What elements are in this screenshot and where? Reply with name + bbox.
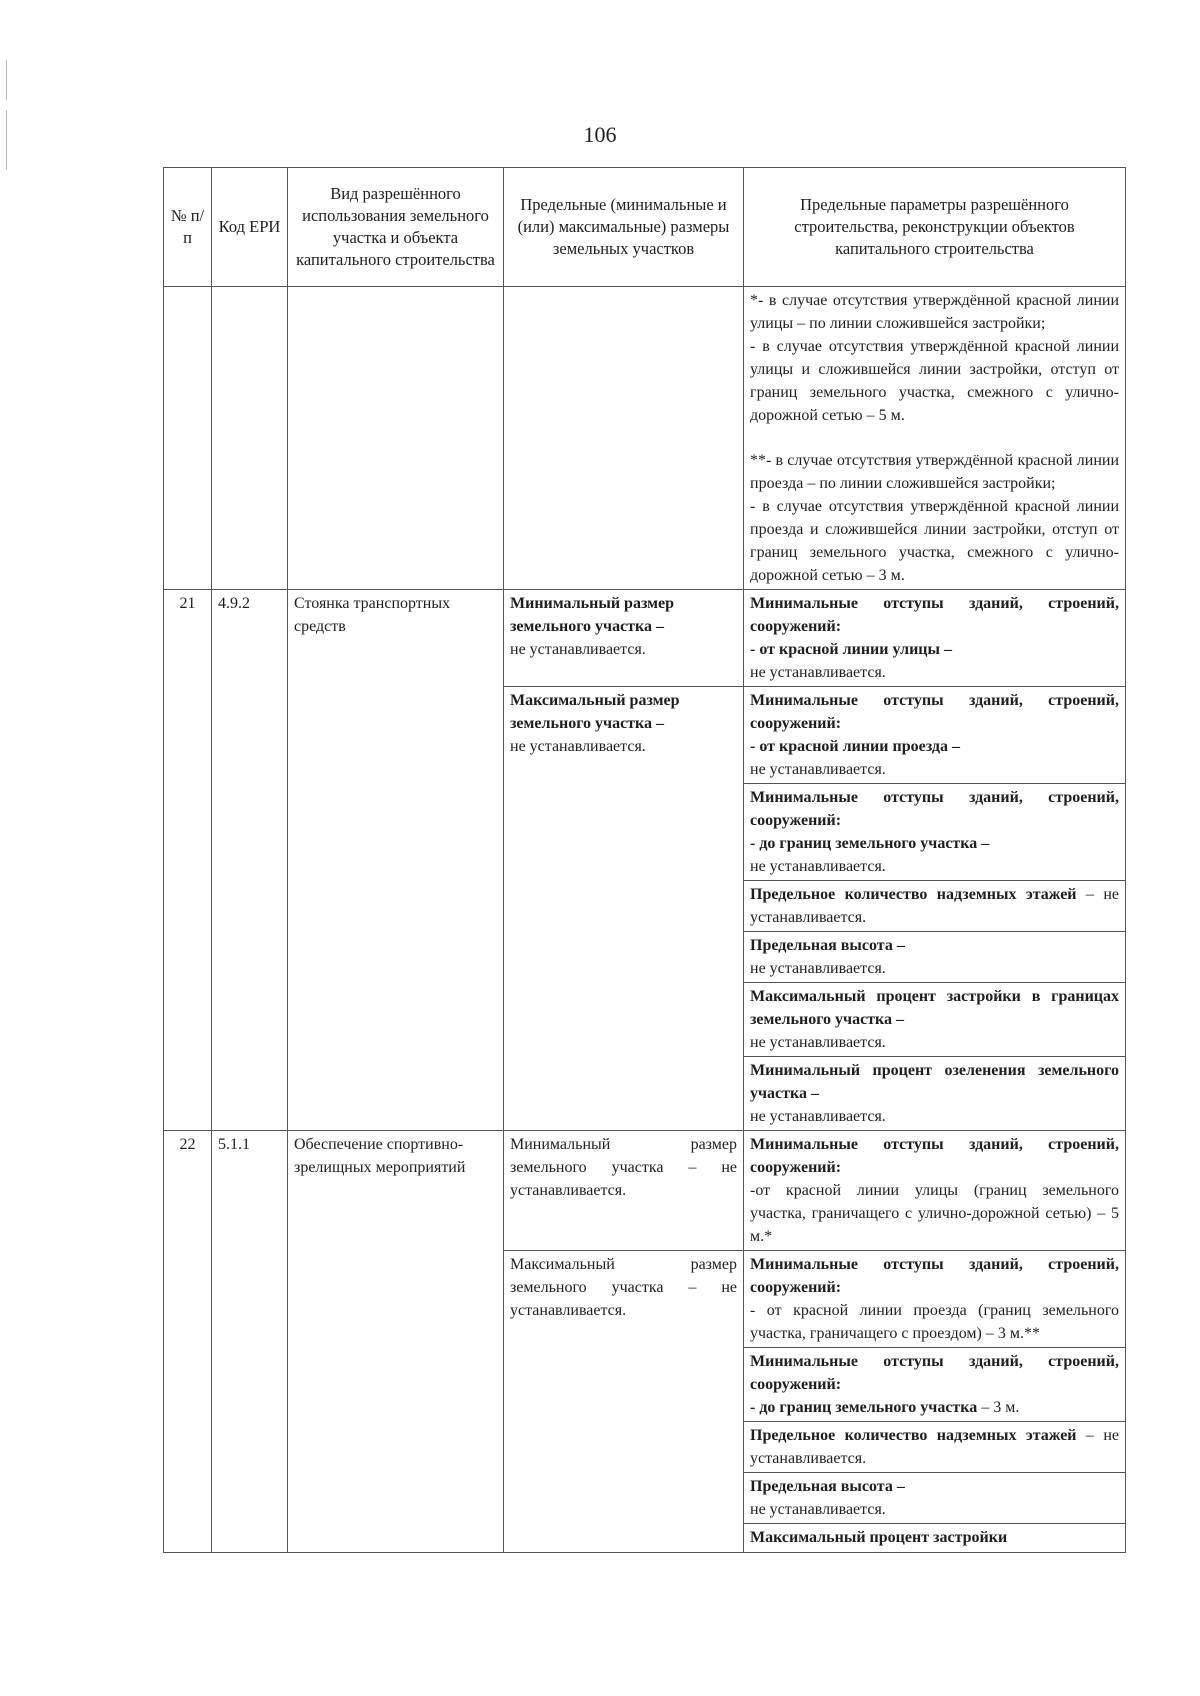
param-sub-label: - от красной линии улицы – bbox=[750, 641, 952, 658]
table-row bbox=[164, 287, 1126, 590]
param-label: Предельная высота – bbox=[750, 1478, 905, 1495]
param-value: -от красной линии улицы (границ земельного участка, граничащего с улично-дорожной сетью) – 5 м.* bbox=[750, 1182, 1119, 1245]
footnote-street-1: *- в случае отсутствия утверждённой красной линии улицы – по линии сложившейся застройки; bbox=[750, 292, 1119, 332]
param-cell bbox=[744, 1131, 1126, 1251]
min-size-label: Минимальный размер земельного участка – bbox=[510, 595, 675, 635]
row-code: 4.9.2 bbox=[212, 590, 288, 1131]
footnote-driveway-2: - в случае отсутствия утверждённой красной линии проезда и сложившейся линии застройки, отступ от границ земельного участка, смежного с улично-дорожной сетью – 3 м. bbox=[750, 498, 1119, 584]
header-number: № п/п bbox=[164, 168, 212, 287]
param-cell bbox=[744, 1251, 1126, 1348]
param-label: Предельная высота – bbox=[750, 937, 905, 954]
param-value: не устанавливается. bbox=[750, 1501, 886, 1518]
min-size-cell: Минимальный размер земельного участка – не устанавливается. bbox=[504, 1131, 744, 1251]
footnote-driveway-1: **- в случае отсутствия утверждённой красной линии проезда – по линии сложившейся застройки; bbox=[750, 452, 1119, 492]
cell-empty bbox=[164, 287, 212, 590]
param-value: не устанавливается. bbox=[750, 1034, 886, 1051]
table-row bbox=[164, 1131, 1126, 1251]
max-size-cell bbox=[504, 687, 744, 1131]
param-cell bbox=[744, 983, 1126, 1057]
row-use-type: Стоянка транспортных средств bbox=[288, 590, 504, 1131]
min-size-cell bbox=[504, 590, 744, 687]
header-build-params: Предельные параметры разрешённого строительства, реконструкции объектов капитального строительства bbox=[744, 168, 1126, 287]
zoning-regulations-table bbox=[163, 167, 1126, 1553]
param-cell bbox=[744, 687, 1126, 784]
param-sub-label: - до границ земельного участка bbox=[750, 1399, 978, 1416]
param-cell bbox=[744, 1348, 1126, 1422]
param-cell bbox=[744, 784, 1126, 881]
row-number: 21 bbox=[164, 590, 212, 1131]
cell-empty bbox=[288, 287, 504, 590]
param-label: Минимальные отступы зданий, строений, сооружений: bbox=[750, 1136, 1119, 1176]
cell-empty bbox=[212, 287, 288, 590]
param-label: Минимальные отступы зданий, строений, сооружений: bbox=[750, 692, 1119, 732]
param-cell bbox=[744, 1422, 1126, 1473]
table-header-row bbox=[164, 168, 1126, 287]
param-value: не устанавливается. bbox=[750, 1108, 886, 1125]
param-cell bbox=[744, 1057, 1126, 1131]
header-plot-size: Предельные (минимальные и (или) максимальные) размеры земельных участков bbox=[504, 168, 744, 287]
table-row bbox=[164, 590, 1126, 687]
param-value: не устанавливается. bbox=[750, 858, 886, 875]
param-label: Минимальные отступы зданий, строений, сооружений: bbox=[750, 595, 1119, 635]
footnote-street-2: - в случае отсутствия утверждённой красной линии улицы и сложившейся линии застройки, отступ от границ земельного участка, смежного с улично-дорожной сетью – 5 м. bbox=[750, 338, 1119, 424]
scan-artifact bbox=[6, 60, 7, 100]
footnote-cell bbox=[744, 287, 1126, 590]
param-label: Минимальные отступы зданий, строений, сооружений: bbox=[750, 1256, 1119, 1296]
param-value: не устанавливается. bbox=[750, 960, 886, 977]
row-use-type: Обеспечение спортивно-зрелищных мероприятий bbox=[288, 1131, 504, 1553]
param-label: Минимальные отступы зданий, строений, сооружений: bbox=[750, 789, 1119, 829]
param-sub-label: - от красной линии проезда – bbox=[750, 738, 960, 755]
row-number: 22 bbox=[164, 1131, 212, 1553]
param-value: - от красной линии проезда (границ земельного участка, граничащего с проездом) – 3 м.** bbox=[750, 1302, 1119, 1342]
param-sub-label: - до границ земельного участка – bbox=[750, 835, 990, 852]
page-number: 106 bbox=[583, 122, 617, 147]
param-cell bbox=[744, 590, 1126, 687]
param-label: Минимальный процент озеленения земельного участка – bbox=[750, 1062, 1119, 1102]
param-cell bbox=[744, 1524, 1126, 1553]
param-label: Минимальные отступы зданий, строений, сооружений: bbox=[750, 1353, 1119, 1393]
param-label: Предельное количество надземных этажей bbox=[750, 886, 1077, 903]
param-label: Максимальный процент застройки bbox=[750, 1529, 1008, 1546]
cell-empty bbox=[504, 287, 744, 590]
header-use-type: Вид разрешённого использования земельного участка и объекта капитального строительства bbox=[288, 168, 504, 287]
param-label: Предельное количество надземных этажей bbox=[750, 1427, 1077, 1444]
min-size-value: не устанавливается. bbox=[510, 641, 646, 658]
param-value: – не устанавливается. bbox=[750, 886, 1119, 926]
param-cell bbox=[744, 881, 1126, 932]
param-value: не устанавливается. bbox=[750, 664, 886, 681]
param-label: Максимальный процент застройки в границах земельного участка – bbox=[750, 988, 1119, 1028]
header-code: Код ЕРИ bbox=[212, 168, 288, 287]
param-value: не устанавливается. bbox=[750, 761, 886, 778]
max-size-value: не устанавливается. bbox=[510, 738, 646, 755]
row-code: 5.1.1 bbox=[212, 1131, 288, 1553]
param-value: – 3 м. bbox=[977, 1399, 1020, 1416]
max-size-cell: Максимальный размер земельного участка – не устанавливается. bbox=[504, 1251, 744, 1553]
param-value: – не устанавливается. bbox=[750, 1427, 1119, 1467]
max-size-label: Максимальный размер земельного участка – bbox=[510, 692, 680, 732]
param-cell bbox=[744, 932, 1126, 983]
param-cell bbox=[744, 1473, 1126, 1524]
